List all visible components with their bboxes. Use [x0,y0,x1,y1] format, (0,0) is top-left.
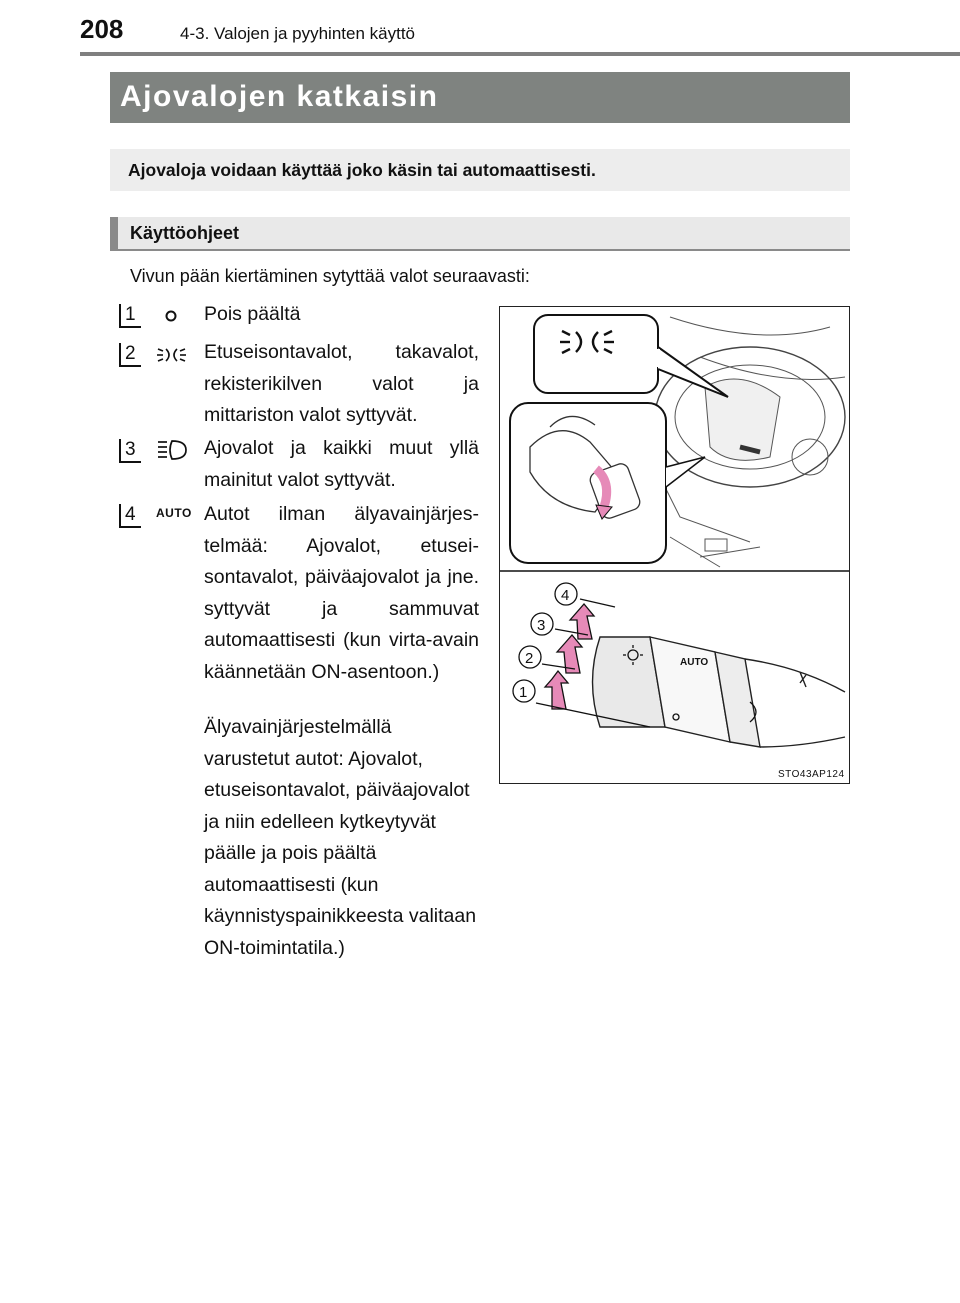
lever-auto-label: AUTO [680,657,709,668]
item-text-1: Pois päältä [204,303,301,325]
intro-text: Ajovaloja voidaan käyttää joko käsin tai automaattisesti. [128,160,596,180]
item-number-2: 2 [119,343,141,367]
item-text-2: Etuseisontavalot, takavalot, rekisterikilven valot ja mittariston valot syttyvät. [204,341,479,426]
headlight-icon [156,438,190,462]
svg-text:2: 2 [525,650,534,667]
headlight-switch-figure [499,306,850,784]
svg-text:3: 3 [537,617,546,634]
section-title: Ajovalojen katkaisin [120,80,439,113]
icon-callout-bubble [534,315,658,393]
item-text-4-second-paragraph: Älyavainjärjestelmällä varustetut autot: Ajovalot, etuseisontavalot, päiväajovalot ja niin edelleen kytkeytyvät päälle ja pois päältä automaattisesti (kun käynnistyspainikkeesta valitaan ON-toimintatila.) [204,716,477,959]
item-text-3: Ajovalot ja kaikki muut yllä mainitut valot syttyvät. [204,437,479,491]
subheading: Käyttöohjeet [130,223,240,243]
svg-text:1: 1 [519,684,528,701]
item-number-4: 4 [119,504,141,528]
item-number-1: 1 [119,304,141,328]
svg-text:4: 4 [561,587,570,604]
figure-code: STO43AP124 [778,769,845,780]
subheading-bar [110,217,850,251]
header-divider [80,52,960,56]
lead-text: Vivun pään kiertäminen sytyttää valot seuraavasti: [130,266,530,286]
parking-lights-icon [156,343,190,367]
item-text-4: Autot ilman älyavainjärjestelmää: Ajovalot, etuseisontavalot, päiväajovalot ja jne. syttyvät ja sammuvat automaattisesti (kun virta-avain käännetään ON-asentoon.) [204,503,479,683]
intro-box [110,149,850,191]
page-number: 208 [80,14,124,44]
section-title-bar [110,72,850,123]
auto-icon: AUTO [156,506,192,520]
off-circle-icon [158,304,192,328]
figure-illustration [500,307,849,783]
chapter-title: 4-3. Valojen ja pyyhinten käyttö [180,24,415,43]
page-header [0,0,960,56]
item-number-3: 3 [119,439,141,463]
